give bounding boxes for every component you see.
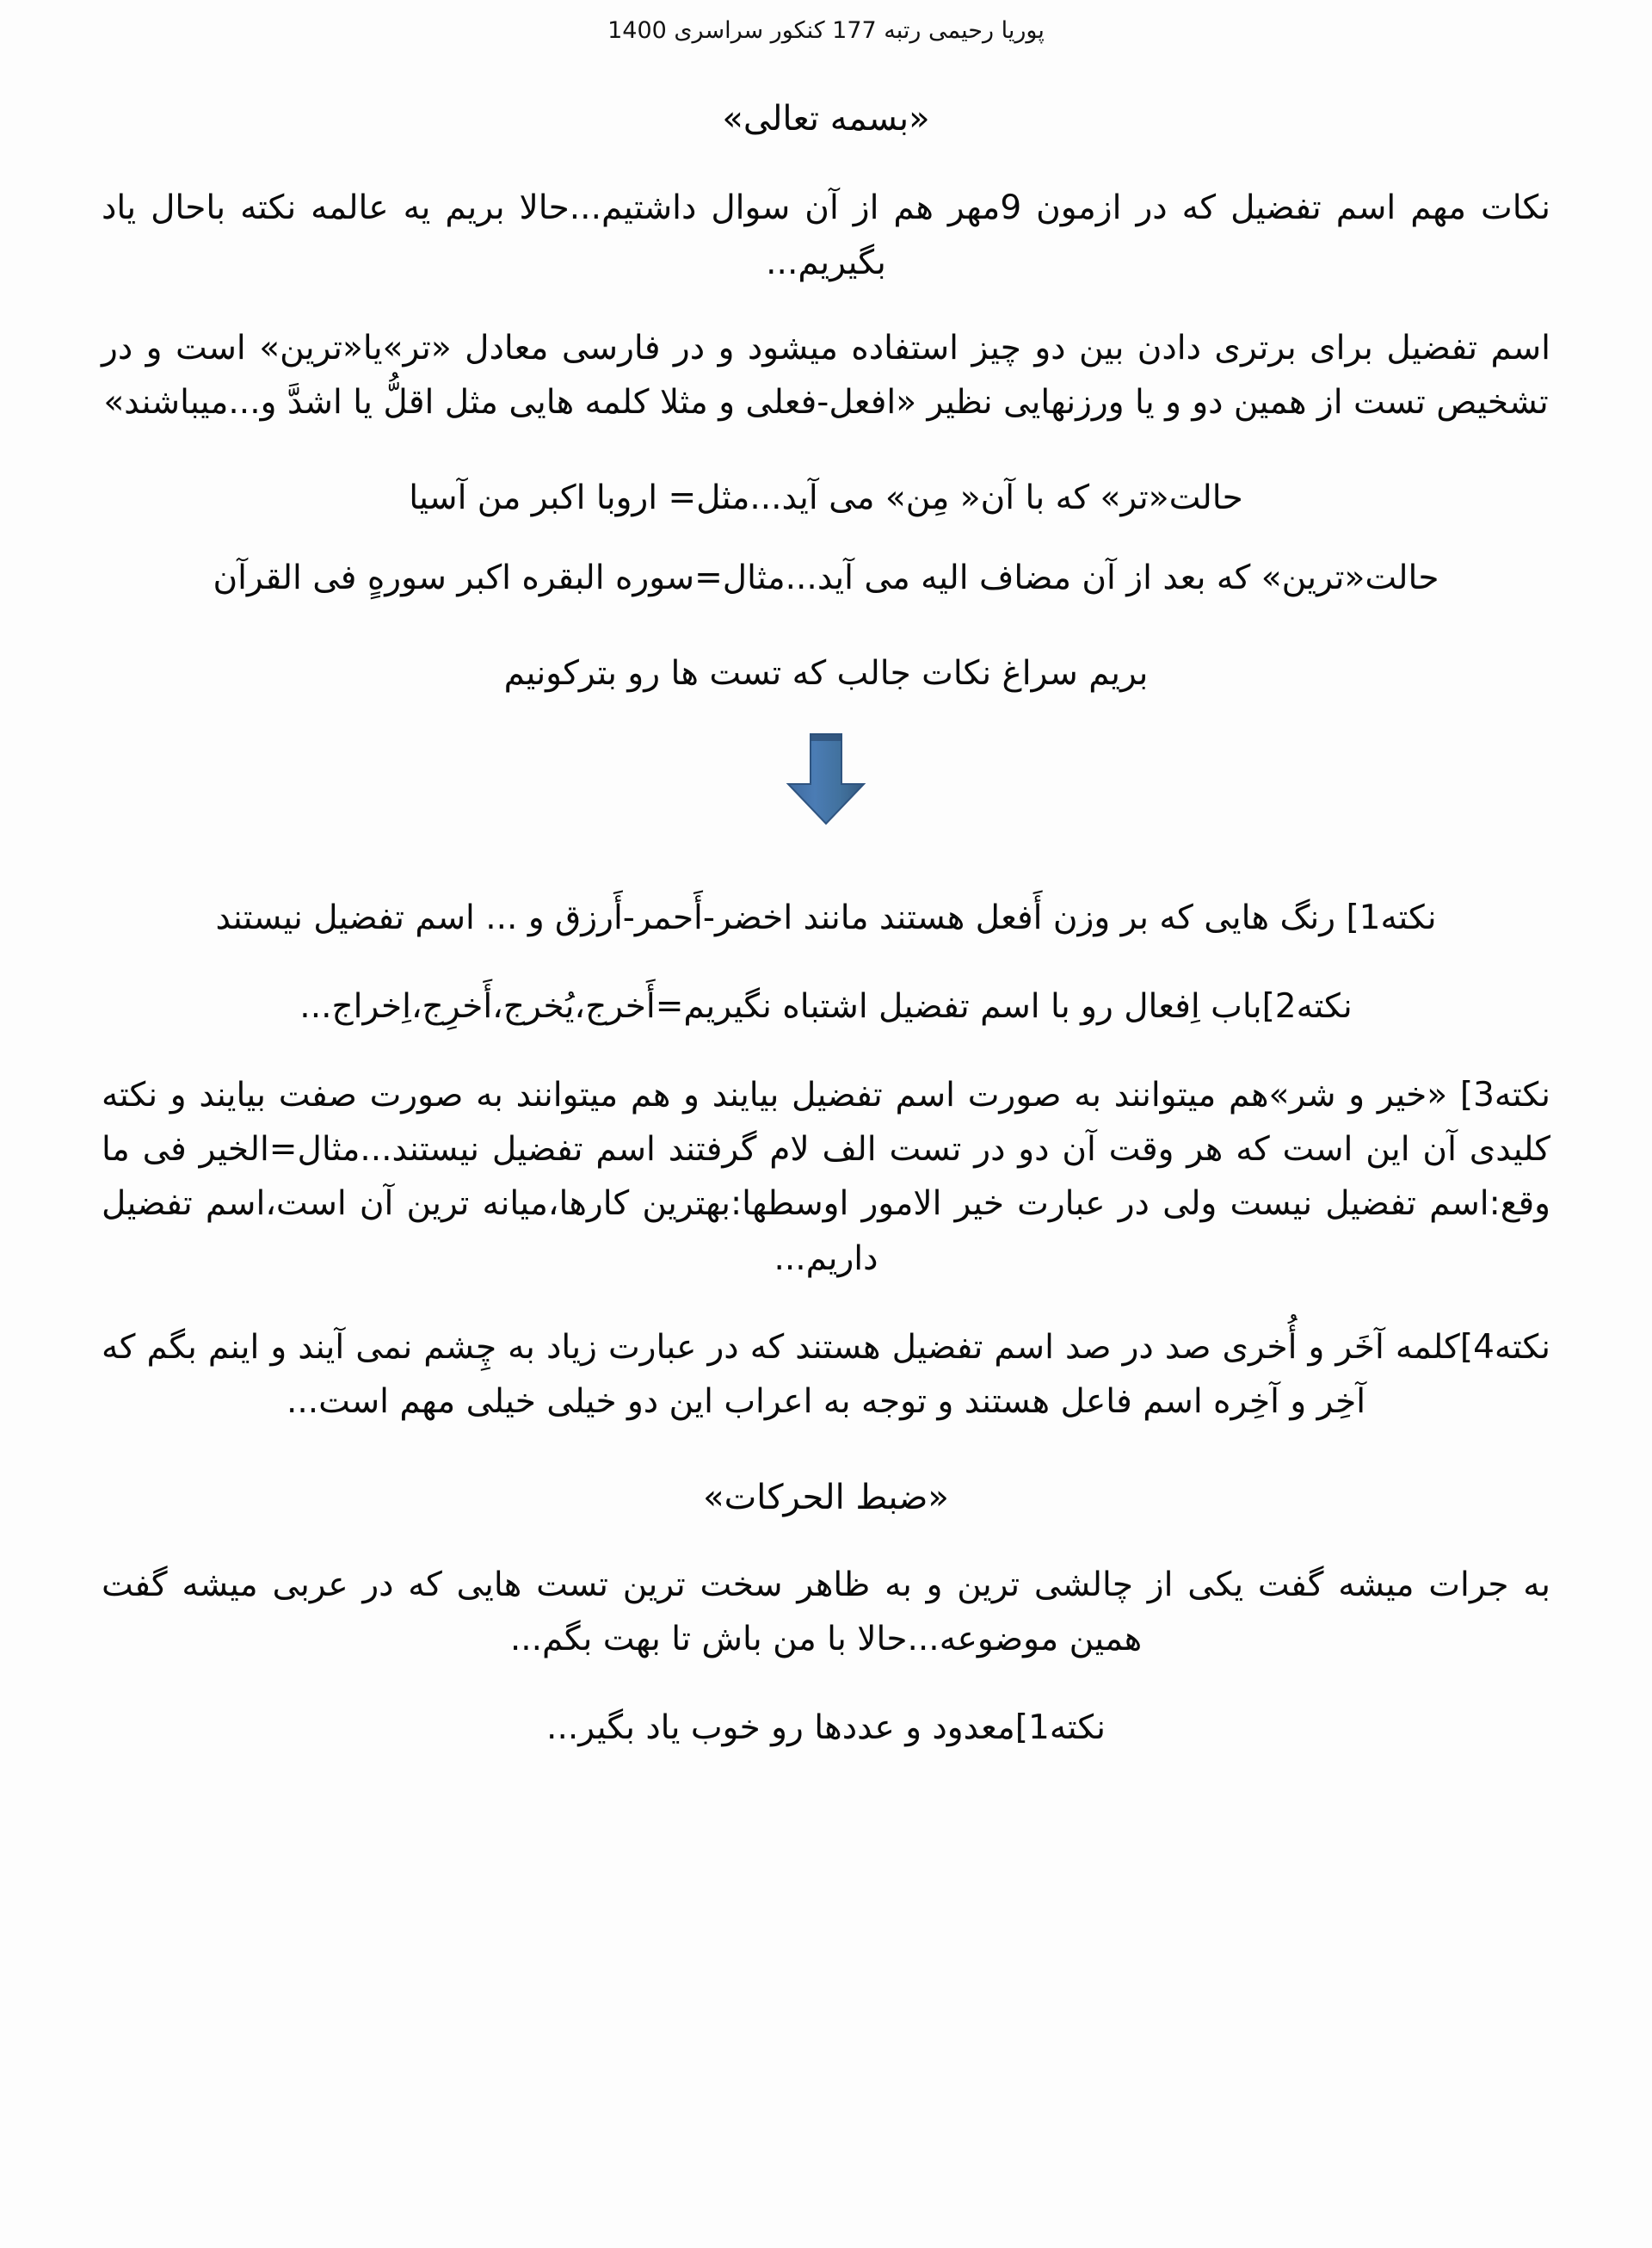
section-2-intro: به جرات میشه گفت یکی از چالشی ترین و به ظاهر سخت ترین تست هایی که در عربی میشه گفت همین موضوعه...حالا با من باش تا بهت بگم... (102, 1566, 1550, 1659)
state-tar-line: حالت«تر» که با آن« مِن» می آید...مثل= اروبا اکبر من آسیا (409, 479, 1243, 518)
arrow-container (102, 727, 1550, 831)
document-header-author: پوریا رحیمی رتبه 177 کنکور سراسری 1400 (607, 17, 1045, 44)
note-item-4: نکته4]کلمه آخَر و أُخری صد در صد اسم تفضیل هستند که در عبارت زیاد به چِشم نمی آیند و اینم بگم که آخِر و آخِره اسم فاعل هستند و توجه به اعراب این دو خیلی خیلی مهم است... (102, 1327, 1550, 1421)
document-title: «بسمه تعالی» (722, 99, 930, 139)
note-item-3: نکته3] «خیر و شر»هم میتوانند به صورت اسم تفضیل بیایند و هم میتوانند به صورت صفت بیایند و نکته کلیدی آن این است که هر وقت آن دو در تست الف لام گرفتند اسم تفضیل نیستند...مثال=الخیر فی ما وقع:اسم تفضیل نیست ولی در عبارت خیر الامور اوسطها:بهترین کارها،میانه ترین آن است،اسم تفضیل داریم... (102, 1075, 1550, 1278)
transition-line: بریم سراغ نکات جالب که تست ها رو بترکونیم (503, 654, 1149, 694)
state-tarin-line: حالت«ترین» که بعد از آن مضاف الیه می آید...مثال=سوره البقره اکبر سورهٍ فی القرآن (213, 559, 1439, 598)
section-2-note-1: نکته1]معدود و عددها رو خوب یاد بگیر... (546, 1708, 1106, 1748)
section-2-title: «ضبط الحرکات» (703, 1478, 949, 1518)
down-arrow-icon (781, 731, 871, 827)
note-item-1: نکته1] رنگ هایی که بر وزن أَفعل هستند مانند اخضر-أَحمر-أَرزق و ... اسم تفضیل نیستند (215, 898, 1437, 937)
note-item-2: نکته2]باب اِفعال رو با اسم تفضیل اشتباه نگیریم=أَخرج،یُخرج،أَخرِج،اِخراج... (299, 986, 1353, 1026)
definition-paragraph: اسم تفضیل برای برتری دادن بین دو چیز استفاده میشود و در فارسی معادل «تر»یا«ترین» است و در تشخیص تست از همین دو و یا ورزنهایی نظیر «افعل-فعلی و مثلا کلمه هایی مثل اقلُّ یا اشدَّ و...میباشند» (102, 328, 1550, 422)
intro-paragraph: نکات مهم اسم تفضیل که در ازمون 9مهر هم از آن سوال داشتیم...حالا بریم یه عالمه نکته باحال یاد بگیریم... (102, 188, 1551, 282)
